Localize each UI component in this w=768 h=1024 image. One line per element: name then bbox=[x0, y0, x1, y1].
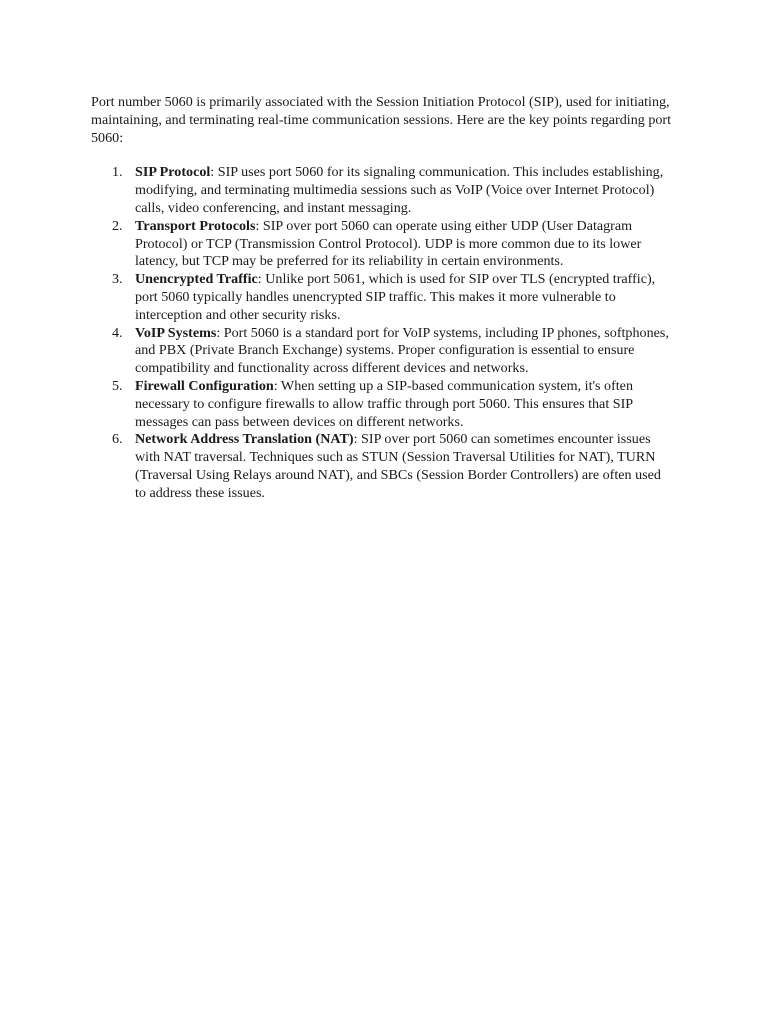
intro-paragraph: Port number 5060 is primarily associated with the Session Initiation Protocol (SIP), used for initiating, maintaining, and terminating real-time communication sessions. Here are the key points regarding port 5060: bbox=[91, 94, 672, 146]
list-item-term: SIP Protocol bbox=[135, 164, 211, 181]
list-item-number: 2. bbox=[112, 217, 123, 234]
list-item-number: 5. bbox=[112, 377, 123, 394]
list-item-text: : When setting up a SIP-based communication system, it's often necessary to configure firewalls to allow traffic through port 5060. This ensures that SIP messages can pass between devices on different networks. bbox=[135, 377, 633, 430]
list-item-number: 6. bbox=[112, 431, 123, 448]
list-item bbox=[91, 164, 673, 217]
list-item bbox=[91, 271, 673, 324]
list-item-number: 3. bbox=[112, 271, 123, 288]
document-page bbox=[91, 94, 673, 503]
list-item bbox=[91, 325, 673, 378]
list-item bbox=[91, 378, 673, 431]
list-item-text: : Unlike port 5061, which is used for SIP over TLS (encrypted traffic), port 5060 typically handles unencrypted SIP traffic. This makes it more vulnerable to interception and other security risks. bbox=[135, 271, 656, 323]
list-item bbox=[91, 218, 673, 271]
list-item-text: : SIP over port 5060 can sometimes encounter issues with NAT traversal. Techniques such as STUN (Session Traversal Utilities for NAT), TURN (Traversal Using Relays around NAT), and SBCs (Session Border Controllers) are often used to address these issues. bbox=[135, 431, 661, 501]
list-item-term: VoIP Systems bbox=[135, 324, 217, 341]
list-item-term: Transport Protocols bbox=[135, 217, 256, 234]
list-item-number: 4. bbox=[112, 324, 123, 341]
list-item-text: : SIP over port 5060 can operate using either UDP (User Datagram Protocol) or TCP (Transmission Control Protocol). UDP is more common due to its lower latency, but TCP may be preferred for its reliability in certain environments. bbox=[135, 217, 642, 270]
list-item bbox=[91, 431, 673, 502]
list-item-number: 1. bbox=[112, 164, 123, 181]
list-item-term: Network Address Translation (NAT) bbox=[135, 431, 354, 448]
list-item-text: : Port 5060 is a standard port for VoIP systems, including IP phones, softphones, and PBX (Private Branch Exchange) systems. Proper configuration is essential to ensure compatibility and functionality across different devices and networks. bbox=[135, 324, 669, 377]
list-item-text: : SIP uses port 5060 for its signaling communication. This includes establishing, modifying, and terminating multimedia sessions such as VoIP (Voice over Internet Protocol) calls, video conferencing, and instant messaging. bbox=[135, 164, 664, 216]
list-item-term: Firewall Configuration bbox=[135, 377, 274, 394]
list-item-term: Unencrypted Traffic bbox=[135, 271, 258, 288]
key-points-list bbox=[91, 164, 673, 502]
